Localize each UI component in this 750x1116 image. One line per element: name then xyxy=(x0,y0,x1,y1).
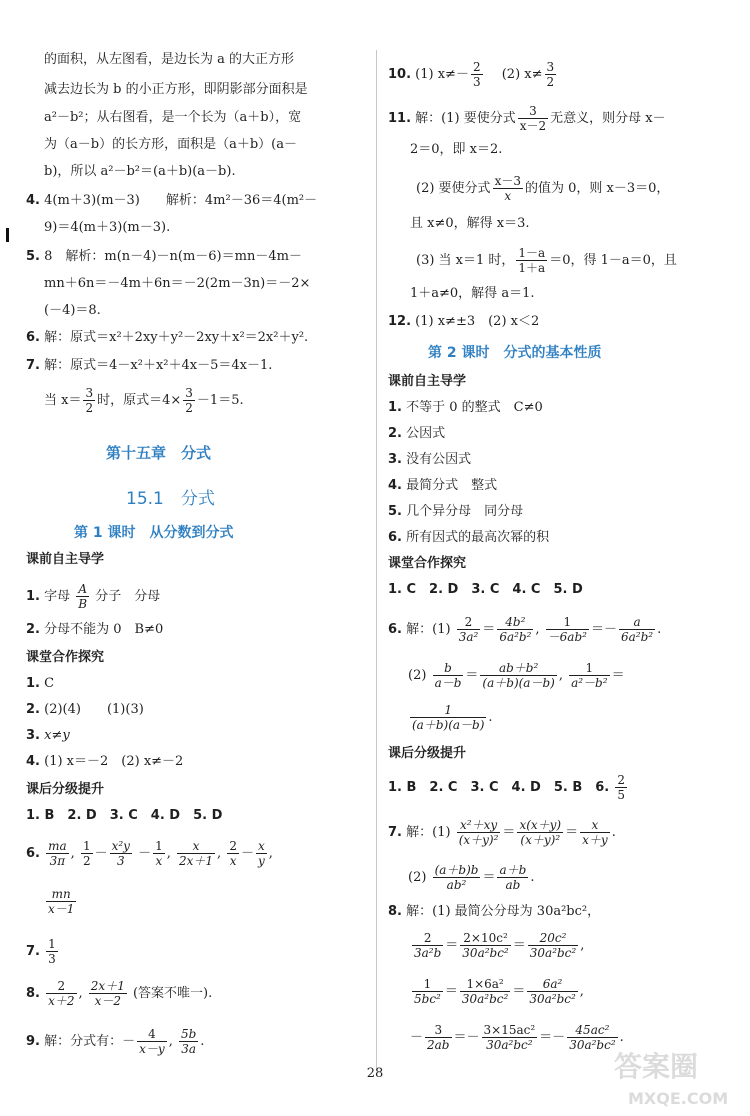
denominator: 3 xyxy=(116,854,125,868)
denominator: 2 xyxy=(82,854,91,868)
after-item-7 xyxy=(26,934,60,970)
fraction xyxy=(177,839,215,868)
denominator: 30a²bc² xyxy=(529,992,576,1006)
answer-text: 解：原式＝x²＋2xy＋y²－2xy＋x²＝2x²＋y². xyxy=(44,330,309,345)
text-part: 分子 分母 xyxy=(95,589,161,604)
pre-item xyxy=(388,476,497,496)
item-number: 4. xyxy=(388,478,402,493)
denominator: 30a²bc² xyxy=(486,1038,533,1052)
denominator: B xyxy=(78,597,88,611)
text-part: －1＝5. xyxy=(196,393,244,408)
fraction xyxy=(410,703,486,732)
numerator: b xyxy=(433,661,464,676)
text-part: (3) 当 x＝1 时， xyxy=(416,253,515,268)
item-number: 8. xyxy=(26,986,40,1001)
text-part: 最简分式 整式 xyxy=(406,478,498,493)
text-part: 解：(1) xyxy=(406,622,451,637)
denominator: 30a²bc² xyxy=(461,992,509,1006)
item-number: 2. xyxy=(26,622,40,637)
equation-line: $\frac{2}{\text{3a²b}}$ ＝ $\frac{\text{2×10c²}}{\text{30a²bc²}}$ ＝ $\frac{\text{20c²}}{\text{30a²bc²}}$ , xyxy=(414,931,585,960)
text-part: (2) x≠ xyxy=(501,67,543,82)
item-number: 5. xyxy=(388,504,402,519)
numerator: (a＋b)b xyxy=(434,863,479,877)
heading-after: 课后分级提升 xyxy=(388,746,467,761)
numerator: x xyxy=(177,839,215,854)
fraction xyxy=(480,661,556,690)
fraction xyxy=(460,931,510,960)
denominator: (x＋y)² xyxy=(458,833,499,847)
numerator: 2 xyxy=(457,615,481,630)
after-item-1-5: 1. B 2. D 3. C 4. D 5. D xyxy=(26,808,223,823)
numerator: 2 xyxy=(46,979,76,994)
text-line: b)，所以 a²－b²＝(a＋b)(a－b). xyxy=(44,164,236,179)
numerator: 6a² xyxy=(527,977,577,992)
after-item-7b: (2) $\frac{(a+b)b}{\text{ab²}}$ ＝ $\frac{a+b}{ab}$ . xyxy=(408,863,535,892)
denominator: x－2 xyxy=(94,994,122,1008)
denominator: a²－b² xyxy=(571,676,608,690)
fraction xyxy=(89,979,127,1008)
item-number: 6. xyxy=(26,846,40,861)
fraction xyxy=(517,818,563,847)
text-line xyxy=(416,244,677,278)
text-line: (－4)＝8. xyxy=(44,303,101,318)
text-part: 几个异分母 同分母 xyxy=(406,504,524,519)
fraction xyxy=(46,839,69,868)
fraction xyxy=(518,104,548,133)
fraction xyxy=(545,60,557,89)
numerator: 3 xyxy=(425,1023,451,1038)
denominator: ab² xyxy=(446,878,467,892)
watermark-logo xyxy=(610,1042,742,1112)
fraction xyxy=(460,977,510,1006)
denominator: 3a² xyxy=(458,630,479,644)
fraction xyxy=(615,773,627,802)
numerator: 3 xyxy=(546,60,555,74)
item-number: 6. xyxy=(388,622,402,637)
numerator: ab＋b² xyxy=(480,661,556,676)
class-item-6b: (2) $\frac{b}{a-b}$ ＝ $\frac{\text{ab＋b²}}{(a+b)(a-b)}$ , $\frac{1}{\text{a²－b²}}$ ＝ xyxy=(408,661,625,690)
denominator: 30a²bc² xyxy=(462,946,509,960)
item-number: 3. xyxy=(388,452,402,467)
after-item-6-cont xyxy=(44,884,78,920)
numerator: A xyxy=(76,582,89,597)
denominator: x－1 xyxy=(48,902,75,916)
answer-12 xyxy=(388,312,539,332)
numerator: 3 xyxy=(85,386,94,400)
numerator: ma xyxy=(48,839,67,853)
denominator: (a＋b)(a－b) xyxy=(412,718,485,732)
heading-after: 课后分级提升 xyxy=(26,782,105,797)
text-line: 1＋a≠0，解得 a＝1. xyxy=(410,286,535,301)
after-item-6: 6. $\frac{ma}{3\pi}$ , $\frac{1}{2}$ － $\frac{\text{x²y}}{3}$ － $\frac{1}{x}$ , $\frac{x}{2x+1}$ , $\frac{2}{x}$ － $\frac{x}{y}$ , xyxy=(26,839,273,868)
numerator: 1 xyxy=(82,839,91,853)
fraction xyxy=(227,839,239,868)
fraction xyxy=(528,931,578,960)
numerator: x(x＋y) xyxy=(519,818,562,832)
numerator: 2×10c² xyxy=(460,931,510,946)
answer-6 xyxy=(26,328,308,348)
fraction xyxy=(425,1023,451,1052)
denominator: y xyxy=(257,854,265,868)
text-part: 解：(1) 要使分式 xyxy=(415,111,516,126)
denominator: x xyxy=(229,854,237,868)
fraction xyxy=(412,931,443,960)
denominator: a－b xyxy=(434,676,462,690)
denominator: 3π xyxy=(49,854,66,868)
chapter-title: 第十五章 分式 xyxy=(106,444,212,462)
text-part: 解：分式有：－ xyxy=(44,1034,136,1049)
after-items-1-6 xyxy=(388,770,629,806)
numerator: 1 xyxy=(410,703,486,718)
denominator: (x＋y)² xyxy=(520,833,561,847)
pre-item-2 xyxy=(26,620,163,640)
fraction xyxy=(137,1027,167,1056)
pre-item xyxy=(388,424,445,444)
answer-10 xyxy=(388,58,558,92)
denominator: x xyxy=(504,189,512,203)
denominator: x－y xyxy=(139,1042,165,1056)
fraction xyxy=(412,977,443,1006)
pre-item xyxy=(388,450,471,470)
fraction xyxy=(457,818,501,847)
numerator: 1 xyxy=(569,661,609,676)
numerator: 2 xyxy=(229,839,237,853)
numerator: 4 xyxy=(137,1027,167,1042)
numerator: x xyxy=(257,839,265,853)
numerator: 4b² xyxy=(497,615,533,630)
denominator: 2 xyxy=(185,401,193,415)
numerator: 5b xyxy=(180,1027,197,1041)
answer-text: 8 解析：m(n－4)－n(m－6)＝mn－4m－ xyxy=(44,249,302,264)
fraction xyxy=(482,1023,538,1052)
fraction xyxy=(153,839,165,868)
fraction xyxy=(46,937,58,966)
fraction xyxy=(81,839,93,868)
after-item-8 xyxy=(388,902,600,922)
fraction xyxy=(433,863,481,892)
pre-item-1 xyxy=(26,580,160,614)
text-part: 时，原式＝4× xyxy=(97,393,182,408)
lesson-title: 第 1 课时 从分数到分式 xyxy=(74,525,234,541)
numerator: 1 xyxy=(48,937,56,951)
item-number: 5. xyxy=(26,249,40,264)
denominator: ab xyxy=(505,878,521,892)
heading-pre: 课前自主导学 xyxy=(26,552,105,567)
class-item-1 xyxy=(26,674,54,694)
text-line: 且 x≠0，解得 x＝3. xyxy=(410,216,530,231)
fraction xyxy=(457,615,481,644)
item-number: 1. xyxy=(26,589,40,604)
class-item-2 xyxy=(26,700,144,720)
item-number: 6. xyxy=(388,530,402,545)
fraction xyxy=(493,174,523,203)
text-line: 9)＝4(m＋3)(m－3). xyxy=(44,220,171,235)
numerator: 1 xyxy=(412,977,443,992)
fraction xyxy=(179,1027,198,1056)
answer-5 xyxy=(26,247,302,267)
section-title: 15.1 分式 xyxy=(126,489,215,509)
item-number: 11. xyxy=(388,111,412,126)
item-number: 7. xyxy=(388,825,402,840)
text-part: 不等于 0 的整式 C≠0 xyxy=(406,400,543,415)
class-item-6b-cont: $\frac{1}{(a+b)(a-b)}$ . xyxy=(412,703,493,732)
item-number: 7. xyxy=(26,944,40,959)
watermark-text: 答案圈 xyxy=(614,1050,699,1083)
denominator: 5 xyxy=(617,788,626,802)
denominator: －6ab² xyxy=(547,630,587,644)
numerator: 2 xyxy=(617,773,626,787)
text-part: 分母不能为 0 B≠0 xyxy=(44,622,164,637)
class-items-1-5: 1. C 2. D 3. C 4. C 5. D xyxy=(388,582,583,597)
heading-class: 课堂合作探究 xyxy=(388,556,467,571)
text-part: (2)(4) (1)(3) xyxy=(44,702,144,717)
heading-class: 课堂合作探究 xyxy=(26,650,105,665)
denominator: 2ab xyxy=(427,1038,450,1052)
denominator: 1＋a xyxy=(518,261,546,275)
item-number: 1. xyxy=(388,400,402,415)
text-line: a²－b²；从右图看，是一个长为（a＋b），宽 xyxy=(44,110,302,125)
numerator: 2 xyxy=(412,931,443,946)
text-part: 无意义，则分母 x－ xyxy=(550,111,666,126)
item-number: 12. xyxy=(388,314,412,329)
item-number: 6. xyxy=(26,330,40,345)
after-item-9: 9. 解：分式有：－ $\frac{4}{x-y}$ , $\frac{5b}{3a}$ . xyxy=(26,1027,205,1056)
fraction xyxy=(46,887,76,916)
answer-text: 4(m＋3)(m－3) 解析：4m²－36＝4(m²－ xyxy=(44,193,318,208)
numerator: 3×15ac² xyxy=(483,1023,536,1037)
text-part: C xyxy=(44,676,55,691)
fraction xyxy=(527,977,577,1006)
item-number: 10. xyxy=(388,67,412,82)
denominator: 2 xyxy=(546,75,555,89)
fraction xyxy=(471,60,483,89)
numerator: mn xyxy=(46,887,76,902)
numerator: x²y xyxy=(111,839,130,853)
denominator: 30a²bc² xyxy=(569,1038,616,1052)
item-number: 1. xyxy=(26,676,40,691)
class-item-3 xyxy=(26,726,70,746)
denominator: 2x＋1 xyxy=(179,854,214,868)
denominator: 3 xyxy=(48,952,56,966)
fraction xyxy=(83,386,95,415)
text-line: 2＝0，即 x＝2. xyxy=(410,142,503,157)
text-part: (1) x≠－ xyxy=(415,67,469,82)
text-part: 没有公因式 xyxy=(406,452,472,467)
item-number: 4. xyxy=(26,754,40,769)
denominator: 5bc² xyxy=(414,992,441,1006)
text-part: 字母 xyxy=(44,589,71,604)
denominator: x＋2 xyxy=(48,994,75,1008)
after-item-8: 8. $\frac{2}{x+2}$ , $\frac{2x+1}{x-2}$ (答案不唯一). xyxy=(26,979,213,1008)
fraction xyxy=(569,661,609,690)
text-part: 解：(1) 最简公分母为 30a²bc²， xyxy=(406,904,601,919)
text-part: (2) 要使分式 xyxy=(416,181,491,196)
text-line: mn＋6n＝－4m＋6n＝－2(2m－3n)＝－2× xyxy=(44,276,311,291)
class-item-6a: 6. 解：(1) $\frac{2}{\text{3a²}}$ ＝ $\frac{\text{4b²}}{\text{6a²b²}}$ , $\frac{1}{\text{－6ab²}}$ ＝－ $\frac{a}{\text{6a²b²}}$ . xyxy=(388,615,662,644)
answer-7 xyxy=(26,356,272,376)
denominator: 30a²bc² xyxy=(529,946,577,960)
class-item-4 xyxy=(26,752,183,772)
item-number: 1. B 2. C 3. C 4. D 5. B 6. xyxy=(388,780,610,795)
numerator: 1 xyxy=(155,839,163,853)
watermark-url: MXQE.COM xyxy=(628,1089,729,1108)
fraction xyxy=(183,386,195,415)
text-part: 公因式 xyxy=(406,426,446,441)
pre-item xyxy=(388,502,523,522)
answer-text: 解：原式＝4－x²＋x²＋4x－5＝4x－1. xyxy=(44,358,273,373)
equation-line: $\frac{1}{\text{5bc²}}$ ＝ $\frac{\text{1×6a²}}{\text{30a²bc²}}$ ＝ $\frac{\text{6a²}}{\text{30a²bc²}}$ , xyxy=(414,977,584,1006)
fraction xyxy=(546,615,589,644)
numerator: 2 xyxy=(472,60,481,74)
denominator: 6a²b² xyxy=(499,630,532,644)
item-number: 2. xyxy=(26,702,40,717)
page-number: 28 xyxy=(366,1066,384,1081)
denominator: 6a²b² xyxy=(620,630,654,644)
margin-mark xyxy=(6,228,9,242)
fraction xyxy=(580,818,610,847)
item-number: 7. xyxy=(26,358,40,373)
denominator: x－2 xyxy=(519,119,547,133)
fraction xyxy=(433,661,464,690)
text-part: x≠y xyxy=(44,728,70,743)
lesson-title: 第 2 课时 分式的基本性质 xyxy=(428,345,602,361)
denominator: x＋y xyxy=(582,833,608,847)
fraction xyxy=(76,582,89,611)
after-item-7: 7. 解：(1) $\frac{\text{x²＋xy}}{\text{(x＋y)²}}$ ＝ $\frac{x(x+y)}{\text{(x＋y)²}}$ ＝ $\frac{x}{x+y}$ . xyxy=(388,818,616,847)
item-number: 9. xyxy=(26,1034,40,1049)
text-part: 的值为 0，则 x－3＝0， xyxy=(524,181,670,196)
text-part: (2) xyxy=(408,668,427,683)
denominator: 3 xyxy=(472,75,481,89)
denominator: x xyxy=(155,854,163,868)
denominator: 3a xyxy=(181,1042,197,1056)
heading-pre: 课前自主导学 xyxy=(388,374,467,389)
numerator: 20c² xyxy=(528,931,578,946)
fraction xyxy=(110,839,132,868)
numerator: a＋b xyxy=(499,863,527,877)
fraction xyxy=(497,615,533,644)
pre-item xyxy=(388,528,549,548)
text-part: ＝0，得 1－a＝0，且 xyxy=(549,253,677,268)
item-number: 8. xyxy=(388,904,402,919)
equation-line: － $\frac{3}{2ab}$ ＝－ $\frac{\text{3×15ac²}}{\text{30a²bc²}}$ ＝－ $\frac{\text{45ac²}}{\text{30a²bc²}}$ . xyxy=(410,1023,624,1052)
item-number: 3. xyxy=(26,728,40,743)
fraction xyxy=(516,246,547,275)
text-part: (1) x≠±3 (2) x＜2 xyxy=(415,314,540,329)
answer-11 xyxy=(388,102,666,136)
text-line xyxy=(416,172,669,206)
fraction xyxy=(497,863,528,892)
text-part: (答案不唯一). xyxy=(132,986,213,1001)
numerator: 45ac² xyxy=(567,1023,617,1038)
item-number: 2. xyxy=(388,426,402,441)
pre-item xyxy=(388,398,543,418)
fraction xyxy=(256,839,267,868)
text-line: 为（a－b）的长方形，面积是（a＋b）(a－ xyxy=(44,137,297,152)
denominator: 2 xyxy=(85,401,94,415)
text-line xyxy=(44,384,244,418)
item-number: 4. xyxy=(26,193,40,208)
numerator: 1×6a² xyxy=(460,977,510,992)
denominator: 3a²b xyxy=(414,946,442,960)
text-part: 解：(1) xyxy=(406,825,451,840)
text-part: 所有因式的最高次幂的积 xyxy=(406,530,550,545)
fraction xyxy=(46,979,76,1008)
numerator: 2x＋1 xyxy=(90,979,125,993)
numerator: a xyxy=(619,615,655,630)
answer-4 xyxy=(26,191,317,211)
numerator: x²＋xy xyxy=(457,818,501,833)
numerator: 1 xyxy=(546,615,589,630)
denominator: (a＋b)(a－b) xyxy=(482,676,555,690)
numerator: 3 xyxy=(518,104,548,119)
numerator: x xyxy=(580,818,610,833)
numerator: 1－a xyxy=(518,246,546,260)
text-part: (1) x＝－2 (2) x≠－2 xyxy=(44,754,184,769)
text-part: (2) xyxy=(408,870,427,885)
text-part: 当 x＝ xyxy=(44,393,82,408)
numerator: 3 xyxy=(185,386,193,400)
column-divider xyxy=(376,50,377,1070)
numerator: x－3 xyxy=(494,174,521,188)
fraction xyxy=(619,615,655,644)
text-line: 减去边长为 b 的小正方形，即阴影部分面积是 xyxy=(44,82,308,97)
text-line: 的面积，从左图看，是边长为 a 的大正方形 xyxy=(44,52,295,67)
